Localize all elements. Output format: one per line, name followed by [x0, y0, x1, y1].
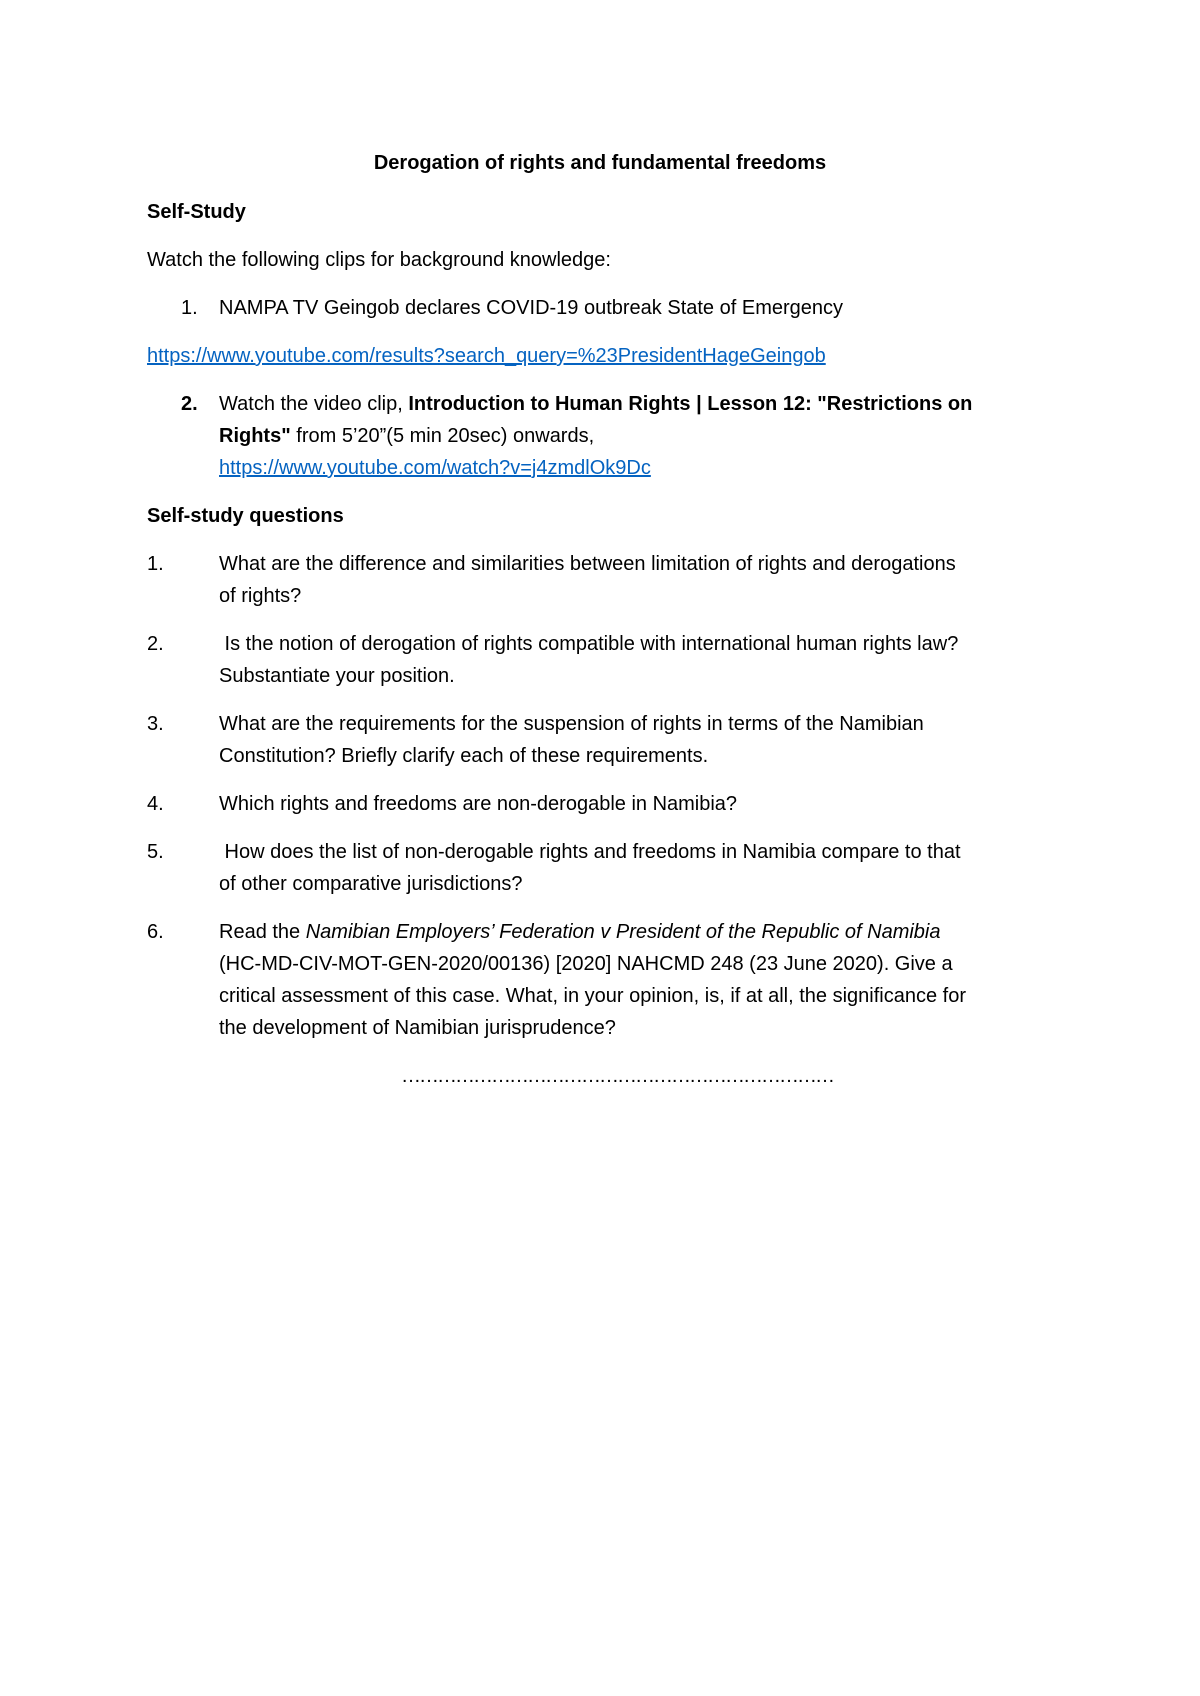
- clip-number-2: 2.: [181, 393, 198, 415]
- question-2-line1: Is the notion of derogation of rights compatible with international human rights law?: [219, 633, 959, 655]
- document-title: Derogation of rights and fundamental freedoms: [373, 152, 827, 174]
- question-3-line2: Constitution? Briefly clarify each of these requirements.: [219, 745, 709, 767]
- question-number-6: 6.: [147, 921, 164, 943]
- question-1-line2: of rights?: [219, 585, 302, 607]
- clip-text-2-lesson-title-end: Rights": [219, 425, 291, 447]
- question-6-line1: [219, 916, 941, 948]
- question-6-case-name: Namibian Employers’ Federation v President of the Republic of Namibia: [305, 921, 941, 943]
- clip-text-2-line1: [219, 388, 972, 420]
- question-6-line3: critical assessment of this case. What, in your opinion, is, if at all, the significance for: [219, 985, 966, 1007]
- intro-text: Watch the following clips for background knowledge:: [147, 249, 611, 271]
- question-number-4: 4.: [147, 793, 164, 815]
- clip-link-2[interactable]: https://www.youtube.com/watch?v=j4zmdlOk9Dc: [219, 457, 651, 479]
- clip-link-1[interactable]: https://www.youtube.com/results?search_query=%23PresidentHageGeingob: [147, 345, 826, 367]
- question-number-1: 1.: [147, 553, 164, 575]
- end-dots: ………………………………………………………………: [401, 1065, 833, 1087]
- question-number-3: 3.: [147, 713, 164, 735]
- clip-text-2-intro: Watch the video clip,: [219, 393, 409, 415]
- question-5-line1: How does the list of non-derogable rights and freedoms in Namibia compare to that: [219, 841, 961, 863]
- question-1-line1: What are the difference and similarities between limitation of rights and derogations: [219, 553, 956, 575]
- questions-heading: Self-study questions: [147, 505, 344, 527]
- clip-text-2-line2: [219, 420, 594, 452]
- question-6-line4: the development of Namibian jurisprudence?: [219, 1017, 616, 1039]
- clip-text-2-timestamp: from 5’20”(5 min 20sec) onwards,: [290, 425, 595, 447]
- question-6-line2: (HC-MD-CIV-MOT-GEN-2020/00136) [2020] NAHCMD 248 (23 June 2020). Give a: [219, 953, 953, 975]
- question-number-5: 5.: [147, 841, 164, 863]
- question-6-read: Read the: [219, 921, 306, 943]
- question-number-2: 2.: [147, 633, 164, 655]
- question-2-line2: Substantiate your position.: [219, 665, 455, 687]
- question-3-line1: What are the requirements for the suspension of rights in terms of the Namibian: [219, 713, 924, 735]
- clip-text-2-lesson-title: Introduction to Human Rights | Lesson 12: "Restrictions on: [408, 393, 973, 415]
- clip-text-1: NAMPA TV Geingob declares COVID-19 outbreak State of Emergency: [219, 297, 844, 319]
- question-4-line1: Which rights and freedoms are non-derogable in Namibia?: [219, 793, 738, 815]
- question-5-line2: of other comparative jurisdictions?: [219, 873, 523, 895]
- clip-number-1: 1.: [181, 297, 198, 319]
- self-study-heading: Self-Study: [147, 201, 246, 223]
